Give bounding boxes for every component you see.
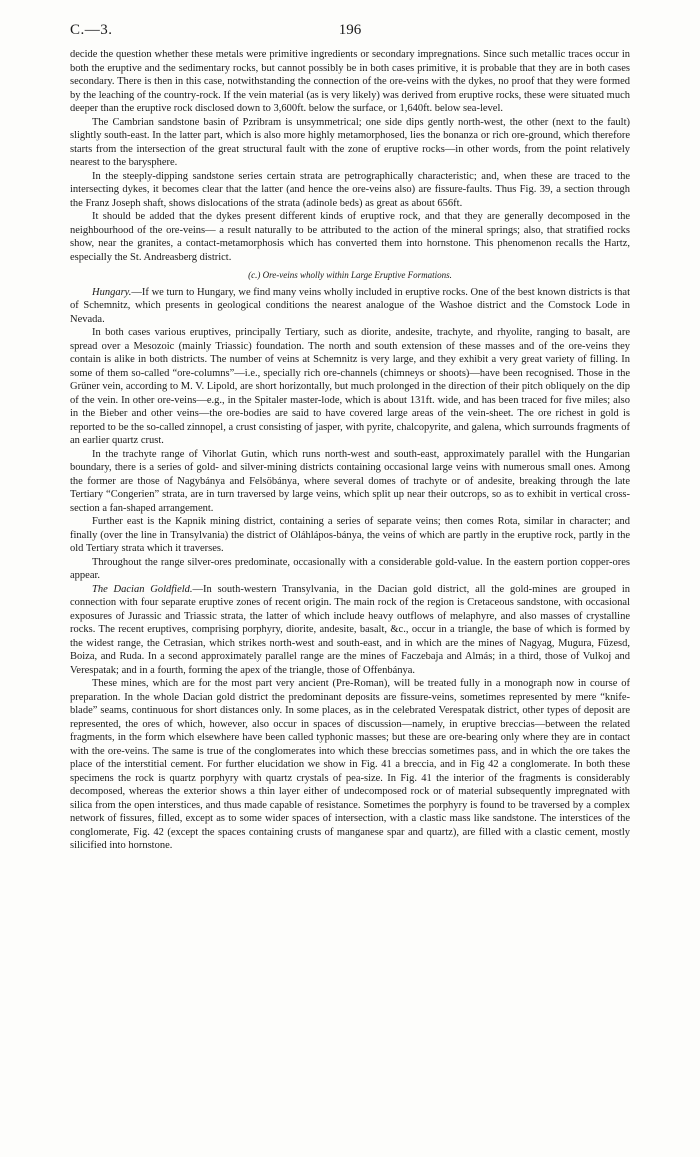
section-heading: (c.) Ore-veins wholly within Large Eruptive Formations. [248,270,452,280]
page-number: 196 [338,22,362,38]
paragraph: In the trachyte range of Vihorlat Gutin, which runs north-west and south-east, approximately parallel with the Hungarian boundary, there is a series of gold- and silver-mining districts containing occasional large veins with numerous small ones. Among the former are those of Nagybánya and Felsöbánya, where several domes of trachyte or of andesite, breaking through the late Tertiary “Congerien” strata, are in turn traversed by large veins, which split up near their outcrops, so as to exhibit in vertical cross-section a fan-shaped arrangement. [70,448,630,514]
document-body [70,48,630,853]
paragraph: In both cases various eruptives, principally Tertiary, such as diorite, andesite, trachyte, and rhyolite, ranging to basalt, are spread over a Mesozoic (mainly Triassic) foundation. The north and south extension of these masses and of the ore-veins they contain is alike in both districts. The number of veins at Schemnitz is very large, and they exhibit a very great variety of filling. In some of them so-called “ore-columns”—i.e., specially rich ore-channels (chimneys or shoots)—have been recognised. Those in the Grüner vein, according to M. V. Lipold, are short horizontally, but much prolonged in the direction of their pitch obliquely on the dip of the vein. In other ore-veins—e.g., in the Spitaler master-lode, which is about 131ft. wide, and has been traced for five miles; also in the Bieber and other veins—the ore-bodies are said to have covered large areas of the vein-sheet. The ore richest in gold is reported to be the so-called zinnopel, a crust consisting of jasper, with pyrite, chalcopyrite, and galena, which surrounds fragments of an earlier quartz crust. [70,327,630,446]
document-reference: C.—3. [70,22,113,38]
paragraph-lead: Hungary. [92,286,132,298]
paragraph: The Cambrian sandstone basin of Pzribram is unsymmetrical; one side dips gently north-west, the other (next to the fault) slightly south-east. In the latter part, which is also more highly metamorphosed, lies the bonanza or rich ore-ground, which therefore starts from the intersection of the great structural fault with the zone of eruptive rocks—in other words, from the point relatively nearest to the barysphere. [70,116,630,168]
paragraph: Further east is the Kapnik mining district, containing a series of separate veins; then comes Rota, similar in character; and finally (over the line in Transylvania) the district of Oláhlápos-bánya, the veins of which are partly in the eruptive rock, partly in the old Tertiary strata which it traverses. [70,516,630,554]
paragraph: It should be added that the dykes present different kinds of eruptive rock, and that they are generally decomposed in the neighbourhood of the ore-veins— a result naturally to be attributed to the action of the mineral springs; also, that stratified rocks show, near the granites, a contact-metamorphosis which has converted them into hornstone. This phenomenon recalls the Hartz, especially the St. Andreasberg district. [70,211,630,263]
paragraph-hungary [70,286,630,327]
paragraph: In the steeply-dipping sandstone series certain strata are petrographically characteristic; and, when these are traced to the intersecting dykes, it becomes clear that the latter (and hence the ore-veins also) are fissure-faults. Thus Fig. 39, a section through the Franz Joseph shaft, shows dislocations of the strata (adinole beds) as great as about 656ft. [70,170,630,209]
paragraph: decide the question whether these metals were primitive ingredients or secondary impregnations. Since such metallic traces occur in both the eruptive and the sedimentary rocks, but cannot possibly be in both cases primitive, it is probable that they are in both cases secondary. There is then in this case, notwithstanding the connection of the ore-veins with the dykes, no proof that they were formed by the leaching of the country-rock. If the vein material (as is very likely) was derived from eruptive rocks, these were situated much deeper than the eruptive rock disclosed down to 3,600ft. below the surface, or 1,640ft. below sea-level. [70,49,630,114]
paragraph: These mines, which are for the most part very ancient (Pre-Roman), will be treated fully in a monograph now in course of preparation. In the whole Dacian gold district the predominant deposits are fissure-veins, sometimes represented by mere “knife-blade” seams, continuous for short distances only. In some places, as in the celebrated Verespatak district, other types of deposit are represented, the ores of which, however, also occur in spaces of discussion—namely, in eruptive breccias—between the related fragments, in the form which elsewhere have been called typhonic masses; but these are ore-bearing only where they are in contact with the ore-veins. The same is true of the conglomerates into which these breccias sometimes pass, and in which the ore takes the place of the interstitial cement. For further elucidation we show in Fig. 41 a breccia, and in Fig 42 a conglomerate. In both these specimens the rock is quartz porphyry with quartz crystals of pea-size. In Fig. 41 the interior of the fragments is considerably decomposed, whereas the exterior shows a thin layer either of undecomposed rock or of material subsequently impregnated with silica from the open interstices, and thus made capable of resistance. Sometimes the porphyry is found to be traversed by a complex network of fissures, filled, except as to some wider spaces of intersection, with a clastic mass like sandstone. The interstices of the conglomerate, Fig. 42 (except the spaces containing crusts of manganese spar and quartz), are filled with a clastic cement, mostly silicified into hornstone. [70,678,630,851]
page-header [70,0,630,42]
paragraph-lead: The Dacian Goldfield. [92,583,193,595]
paragraph-text: —In south-western Transylvania, in the Dacian gold district, all the gold-mines are grouped in connection with four separate eruptive zones of recent origin. The main rock of the region is Cretaceous sandstone, with occasional exposures of Jurassic and Triassic strata, the latter of which include heavy outflows of melaphyre, and also masses of crystalline rocks. The recent eruptives, comprising porphyry, diorite, andesite, basalt, &c., occur in a triangle, the base of which is formed by the widest range, the Cetrasian, which strikes north-west and south-east, and in which are the mines of Nagyag, Mugura, Füzesd, Boiza, and Ruda. In a second approximately parallel range are the mines of Faczebaja and Almás; in a third, those of Vulkoj and Verespatak; and in a fourth, forming the apex of the triangle, those of Offenbánya. [70,583,630,676]
paragraph: Throughout the range silver-ores predominate, occasionally with a considerable gold-value. In the eastern portion copper-ores appear. [70,556,630,581]
paragraph-text: —If we turn to Hungary, we find many veins wholly included in eruptive rocks. One of the best known districts is that of Schemnitz, which presents in geological conditions the nearest analogue of the Washoe district and the Comstock Lode in Nevada. [70,286,630,325]
paragraph-dacian [70,583,630,678]
